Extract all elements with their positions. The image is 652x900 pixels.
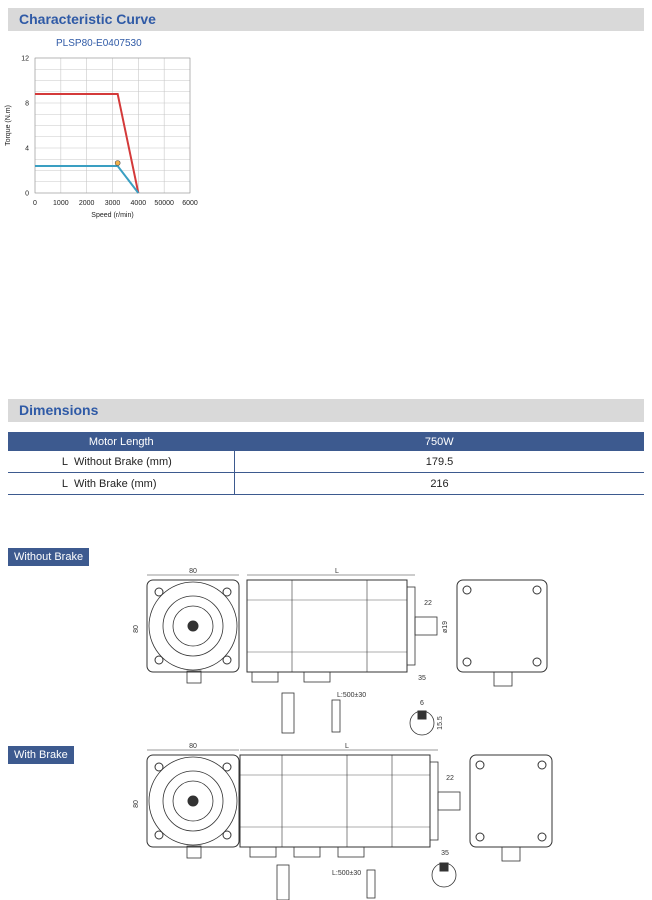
with-brake-drawing: [132, 740, 572, 900]
y-tick-label: 0: [25, 190, 29, 198]
table-row: [8, 451, 644, 473]
x-axis-label: Speed (r/min): [91, 212, 134, 219]
chart-title: PLSP80-E0407530: [56, 38, 142, 49]
table-row: [8, 473, 644, 495]
row-label-text: Without Brake (mm): [74, 455, 172, 468]
chart-grid: [35, 58, 190, 193]
x-tick-label: 0: [33, 200, 37, 207]
motor-body: [240, 755, 430, 847]
connector: [304, 672, 330, 682]
dimensions-table: [8, 432, 644, 495]
boss-dim: 35: [441, 850, 449, 857]
shaft-dia-dim: ø19: [442, 620, 449, 634]
x-tick-labels: [33, 200, 198, 207]
x-tick-label: 50000: [154, 200, 174, 207]
x-tick-label: 1000: [53, 200, 69, 207]
y-tick-label: 4: [25, 145, 29, 153]
shaft-len-dim: 22: [446, 775, 454, 782]
row-symbol: L: [61, 455, 68, 468]
row-value: 179.5: [235, 451, 645, 473]
boss-dim: 35: [418, 675, 426, 682]
flange-dim-vertical: 80: [133, 800, 140, 808]
key-width-dim: 6: [420, 700, 424, 707]
row-value: 216: [235, 473, 645, 495]
motor-body: [247, 580, 407, 672]
length-dim: L: [335, 568, 339, 575]
with-brake-tag: With Brake: [8, 746, 74, 764]
torque-speed-chart: [0, 52, 210, 222]
flange-dim: 80: [189, 568, 197, 575]
table-header-row: [8, 432, 644, 451]
row-label: [8, 473, 235, 495]
row-label: [8, 451, 235, 473]
cable-len-dim: L:500±30: [332, 870, 362, 877]
rear-view: [457, 580, 547, 672]
table-header-label: Motor Length: [8, 432, 235, 451]
flange-dim: 80: [189, 743, 197, 750]
y-tick-labels: [21, 56, 29, 198]
key-height-dim: 15.5: [437, 716, 444, 730]
row-symbol: L: [61, 477, 68, 490]
flange-dim-vertical: 80: [133, 625, 140, 633]
connector: [250, 847, 276, 857]
without-brake-tag: Without Brake: [8, 548, 89, 566]
curve-marker: [115, 161, 120, 166]
without-brake-drawing: [132, 565, 572, 740]
connector: [338, 847, 364, 857]
shaft-len-dim: 22: [424, 600, 432, 607]
curve-section-header: Characteristic Curve: [8, 8, 644, 31]
cable-len-dim: L:500±30: [337, 692, 367, 699]
x-tick-label: 4000: [130, 200, 147, 207]
shaft: [438, 792, 460, 810]
x-tick-label: 3000: [104, 200, 121, 207]
x-tick-label: 2000: [78, 200, 95, 207]
y-tick-label: 8: [25, 100, 29, 108]
y-tick-label: 12: [21, 55, 29, 63]
y-axis-label: Torque (N.m): [5, 105, 12, 146]
x-tick-label: 6000: [182, 200, 198, 207]
length-dim: L: [345, 743, 349, 750]
dimensions-section-header: Dimensions: [8, 399, 644, 422]
table-header-value: 750W: [235, 432, 645, 451]
shaft: [415, 617, 437, 635]
connector: [252, 672, 278, 682]
row-label-text: With Brake (mm): [74, 477, 157, 490]
connector: [294, 847, 320, 857]
